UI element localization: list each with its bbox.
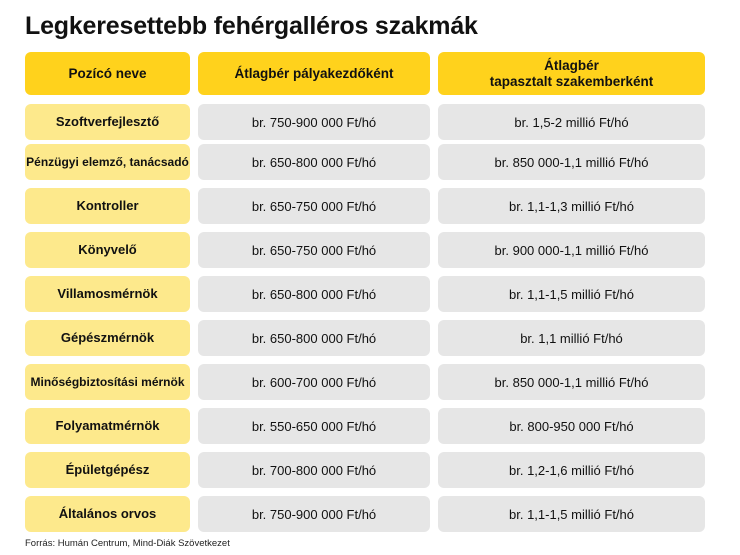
header-entry-salary [198, 52, 430, 95]
experienced-salary-cell: br. 1,2-1,6 millió Ft/hó [438, 452, 705, 488]
experienced-salary-cell: br. 850 000-1,1 millió Ft/hó [438, 144, 705, 180]
entry-salary-cell: br. 600-700 000 Ft/hó [198, 364, 430, 400]
table-row [0, 144, 740, 180]
position-cell: Folyamatmérnök [25, 408, 190, 444]
header-entry-label: Átlagbér pályakezdőként [234, 65, 394, 81]
experienced-salary-cell: br. 1,1-1,5 millió Ft/hó [438, 496, 705, 532]
position-cell: Gépészmérnök [25, 320, 190, 356]
entry-salary-cell: br. 650-800 000 Ft/hó [198, 144, 430, 180]
header-position [25, 52, 190, 95]
header-experienced-line1: Átlagbér [544, 57, 599, 73]
experienced-salary-cell: br. 800-950 000 Ft/hó [438, 408, 705, 444]
experienced-salary-cell: br. 850 000-1,1 millió Ft/hó [438, 364, 705, 400]
table-row [0, 320, 740, 356]
page-title: Legkeresettebb fehérgalléros szakmák [25, 12, 478, 40]
table-row [0, 104, 740, 140]
entry-salary-cell: br. 650-750 000 Ft/hó [198, 232, 430, 268]
entry-salary-cell: br. 750-900 000 Ft/hó [198, 104, 430, 140]
header-position-label: Pozícó neve [68, 65, 147, 81]
entry-salary-cell: br. 650-800 000 Ft/hó [198, 320, 430, 356]
entry-salary-cell: br. 650-750 000 Ft/hó [198, 188, 430, 224]
position-cell: Épületgépész [25, 452, 190, 488]
table-row [0, 364, 740, 400]
experienced-salary-cell: br. 1,1 millió Ft/hó [438, 320, 705, 356]
experienced-salary-cell: br. 900 000-1,1 millió Ft/hó [438, 232, 705, 268]
experienced-salary-cell: br. 1,5-2 millió Ft/hó [438, 104, 705, 140]
entry-salary-cell: br. 700-800 000 Ft/hó [198, 452, 430, 488]
position-cell: Szoftverfejlesztő [25, 104, 190, 140]
table-row [0, 496, 740, 532]
table-row [0, 188, 740, 224]
table-row [0, 232, 740, 268]
table-row [0, 408, 740, 444]
entry-salary-cell: br. 650-800 000 Ft/hó [198, 276, 430, 312]
entry-salary-cell: br. 750-900 000 Ft/hó [198, 496, 430, 532]
position-cell: Kontroller [25, 188, 190, 224]
experienced-salary-cell: br. 1,1-1,5 millió Ft/hó [438, 276, 705, 312]
position-cell: Könyvelő [25, 232, 190, 268]
position-cell: Általános orvos [25, 496, 190, 532]
header-experienced-line2: tapasztalt szakemberként [489, 73, 654, 89]
source-note: Forrás: Humán Centrum, Mind-Diák Szövetkezet [25, 538, 230, 549]
position-cell: Minőségbiztosítási mérnök [25, 364, 190, 400]
table-row [0, 452, 740, 488]
experienced-salary-cell: br. 1,1-1,3 millió Ft/hó [438, 188, 705, 224]
header-experienced-salary [438, 52, 705, 95]
position-cell: Villamosmérnök [25, 276, 190, 312]
table-row [0, 276, 740, 312]
entry-salary-cell: br. 550-650 000 Ft/hó [198, 408, 430, 444]
position-cell: Pénzügyi elemző, tanácsadó [25, 144, 190, 180]
